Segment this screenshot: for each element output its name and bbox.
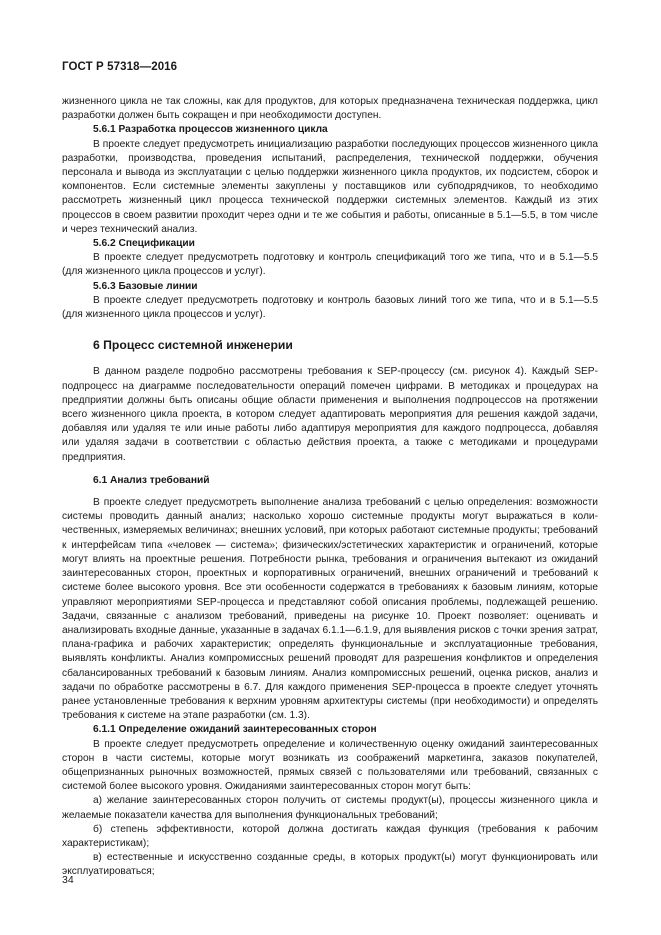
subsection-heading-5-6-1: 5.6.1 Разработка процессов жизненного цикла <box>93 124 328 136</box>
subsection-heading-6-1-1: 6.1.1 Определение ожиданий заинтересованных сторон <box>93 724 377 736</box>
paragraph-5-6-3: В проекте следует предусмотреть подготовку и контроль базовых линий того же типа, что и в 5.1—5.5 (для жизненного цикла процессов и услуг). <box>62 294 598 321</box>
paragraph-5-6-2: В проекте следует предусмотреть подготовку и контроль спецификаций того же типа, что и в 5.1—5.5 (для жизненного цикла процессов и услуг). <box>62 252 598 278</box>
paragraph-6-1-1: В проекте следует предусмотреть определение и количественную оценку ожиданий заинтересованных сторон в части системы, которые могут возникать из соображений маркетинга, заказов покупателей, общепризнанных рыночных возможностей, прямых связей с пользователями или требований, связанных с системой более высокого уровня. Ожиданиями заинтересованных сторон могут быть: <box>62 738 598 793</box>
paragraph-6-1: В проекте следует предусмотреть выполнение анализа требований с целью определения: возможности системы проводить данный анализ; насколько хорошо системные продукты могут выражаться в количественных, измеряемых величинах; внешних условий, при которых работают системные продукты; требований к интерфейсам типа «человек — система»; физических/эстетических характеристик и ограничений, которые могут влиять на проектные решения. Потребности рынка, требования и ограничения вытекают из ожиданий заинтересованных сторон, проектных и корпоративных ограничений, внешних ограничений и требований к системе более высокого уровня. Все эти особенности содержатся в требованиях к базовым линиям, которые управляют мероприятиями SEP-процесса и представляют собой описания проблемы, подлежащей решению. Задачи, связанные с анализом требований, приведены на рисунке 10. Проект позволяет: оценивать и анализировать входные данные, указанные в задачах 6.1.1—6.1.9, для выявления рисков с точки зрения затрат, плана-графика и рабочих характеристик; определять функциональные и эксплуатационные требования, выявлять конфликты. Анализ компромиссных решений проводят для разрешения конфликтов и определения сбалансированных требований к базовым линиям. Анализ компромиссных решений, оценка рисков, анализ и задачи по обработке рассмотрены в 6.7. Для каждого применения SEP-процесса в проекте следует уточнять ранее установленные требования к верхним уровням архитектуры системы (при необходимости) и определять требования к системе на этапе разработки (см. 1.3). <box>62 497 598 722</box>
section-heading-6: 6 Процесс системной инженерии <box>93 338 293 353</box>
paragraph-continuation: жизненного цикла не так сложны, как для продуктов, для которых предназначена техническая поддержка, цикл разработки должен быть сокращен и при необходимости доступен. <box>62 96 598 122</box>
subsection-heading-5-6-2: 5.6.2 Спецификации <box>93 238 195 250</box>
subsection-heading-5-6-3: 5.6.3 Базовые линии <box>93 280 198 292</box>
paragraph-5-6-1: В проекте следует предусмотреть инициализацию разработки последующих процессов жизненного цикла разработки, производства, проведения испытаний, распределения, технической поддержки, обучения персонала и вывода из эксплуатации с целью поддержки жизненного цикла продуктов, их подсистем, сборок и компонентов. Если системные элементы закуплены у поставщиков или субподрядчиков, то необходимо рассмотреть жизненный цикл процесса технической поддержки системных элементов. Каждый из этих процессов в своем развитии проходит через одни и те же события и работы, описанные в 5.1—5.5, в том числе и через технический анализ. <box>62 138 598 235</box>
list-item-a: а) желание заинтересованных сторон получить от системы продукт(ы), процессы жизненного цикла и желаемые показатели качества для выполнения функциональных требований; <box>62 795 598 821</box>
page-number: 34 <box>62 874 74 886</box>
standard-header: ГОСТ Р 57318—2016 <box>62 61 178 73</box>
list-item-b: б) степень эффективности, которой должна достигать каждая функция (требования к рабочим характеристикам); <box>62 823 598 849</box>
list-item-c: в) естественные и искусственно созданные среды, в которых продукт(ы) могут функционировать или эксплуатироваться; <box>62 852 598 878</box>
paragraph-6: В данном разделе подробно рассмотрены требования к SEP-процессу (см. рисунок 4). Каждый SEP-подпроцесс на диаграмме последовательности операций помечен цифрами. В методиках и процедурах на предприятии должны быть описаны общие области применения и выполнения подпроцессов на протяжении всего жизненного цикла проекта, в котором следует адаптировать мероприятия для решения каждой задачи, добавляя или удаляя те или иные работы либо адаптируя мероприятия для каждого подпроцесса, добавляя или удаляя задачи в соответствии с областью действия проекта, а также с методиками и процедурами предприятия. <box>62 366 598 463</box>
section-heading-6-1: 6.1 Анализ требований <box>93 474 210 486</box>
document-body <box>62 95 598 880</box>
